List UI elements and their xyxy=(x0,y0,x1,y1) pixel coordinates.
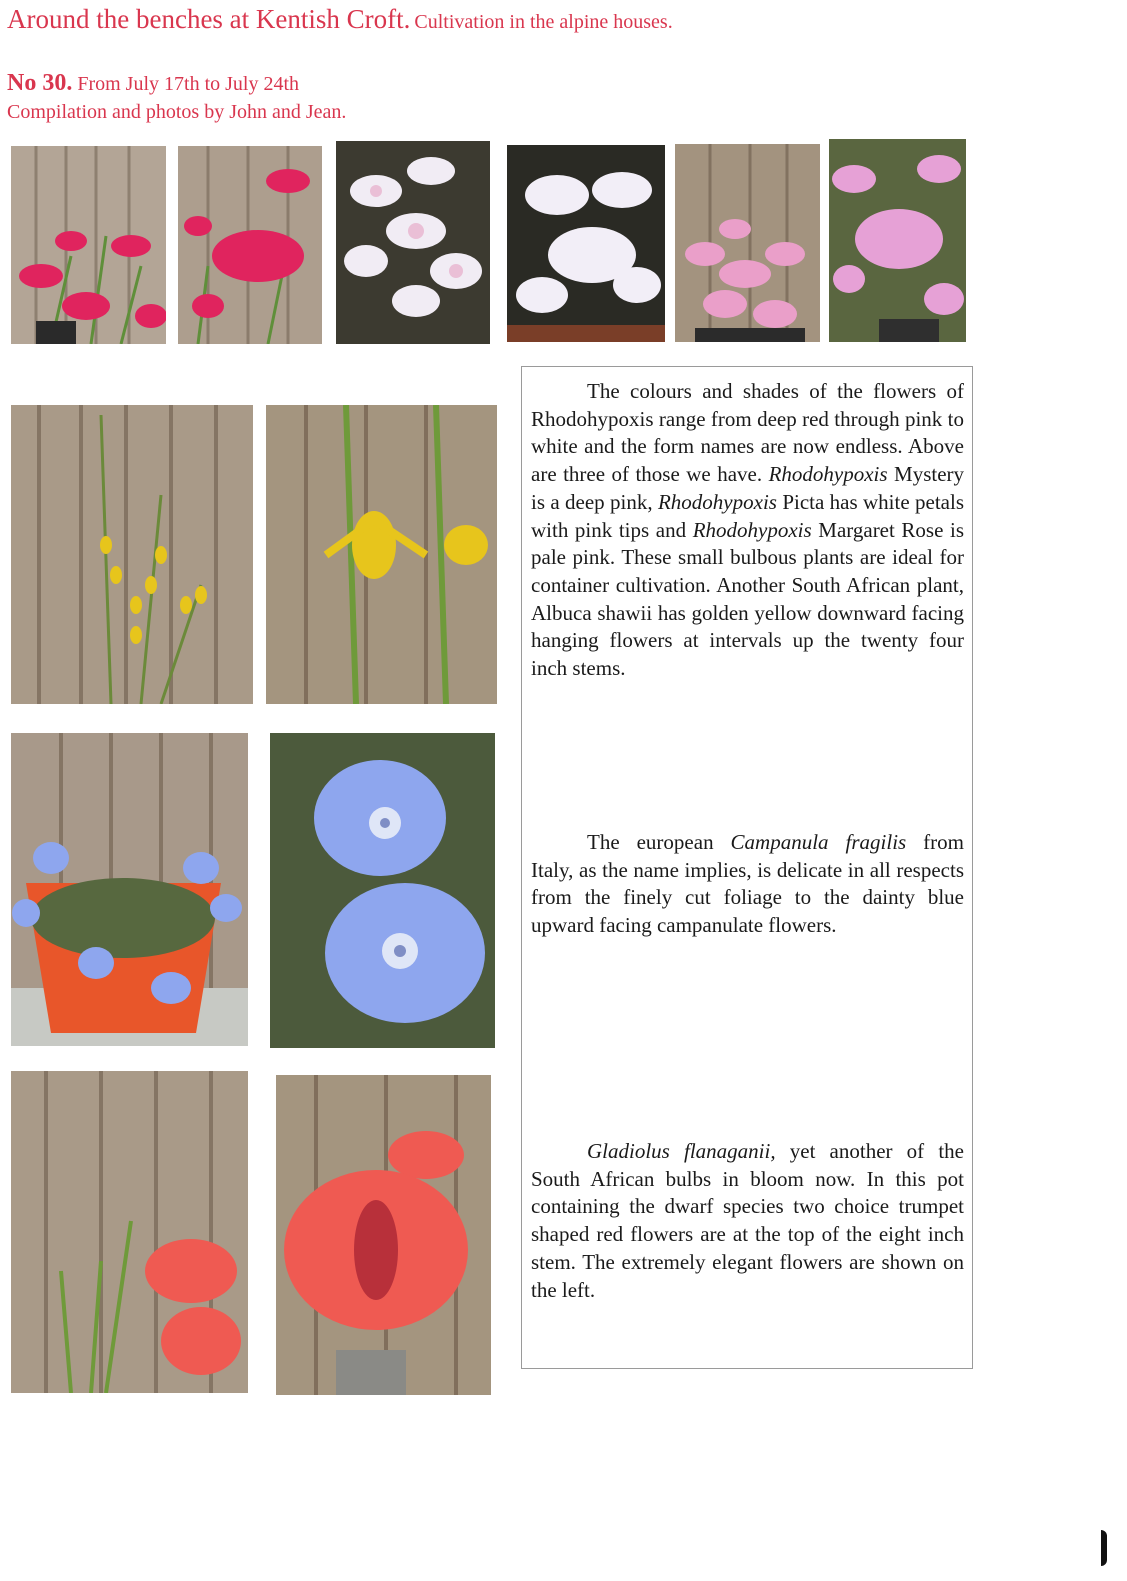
issue-number: No 30. xyxy=(7,70,73,96)
photo-campanula-fragilis-pot xyxy=(11,733,248,1046)
scan-edge-mark xyxy=(1101,1530,1107,1566)
photo-rhodohypoxis-picta-2 xyxy=(507,145,665,342)
photo-gladiolus-flanaganii-flower xyxy=(276,1075,491,1395)
photo-rhodohypoxis-mystery-1 xyxy=(11,146,166,344)
photo-rhodohypoxis-mystery-2 xyxy=(178,146,322,344)
photo-gladiolus-flanaganii-plant xyxy=(11,1071,248,1393)
page-title-main: Around the benches at Kentish Croft. xyxy=(7,4,411,34)
paragraph-rhodohypoxis: The colours and shades of the flowers of Rhodohypoxis range from deep red through pink to white and the form names are now endless. Above are three of those we have. Rhodohypoxis Mystery is a deep pink, Rhodohypoxis Picta has white petals with pink tips and Rhodohypoxis Margaret Rose is pale pink. These small bulbous plants are ideal for container cultivation. Another South African plant, Albuca shawii has golden yellow downward facing hanging flowers at intervals up the twenty four inch stems. xyxy=(531,379,965,681)
photo-rhodohypoxis-margaret-rose-1 xyxy=(675,144,820,342)
photo-rhodohypoxis-margaret-rose-2 xyxy=(829,139,966,342)
paragraph-gladiolus: Gladiolus flanaganii, yet another of the South African bulbs in bloom now. In this pot containing the dwarf species two choice trumpet shaped red flowers are at the top of the eight inch stem. The extremely elegant flowers are shown on the left. xyxy=(531,1139,964,1302)
paragraph-campanula: The european Campanula fragilis from Italy, as the name implies, is delicate in all respects from the finely cut foliage to the dainty blue upward facing campanulate flowers. xyxy=(531,830,964,938)
page-subtitle: Cultivation in the alpine houses. xyxy=(414,11,673,33)
photo-campanula-fragilis-flowers xyxy=(270,733,495,1048)
credits: Compilation and photos by John and Jean. xyxy=(7,101,347,123)
photo-rhodohypoxis-picta-1 xyxy=(336,141,490,344)
text-panel xyxy=(521,366,973,1369)
photo-albuca-shawii-flower xyxy=(266,405,497,704)
page-title xyxy=(7,4,673,35)
issue-line xyxy=(7,70,299,97)
date-range: From July 17th to July 24th xyxy=(77,73,300,95)
photo-albuca-shawii-plant xyxy=(11,405,253,704)
